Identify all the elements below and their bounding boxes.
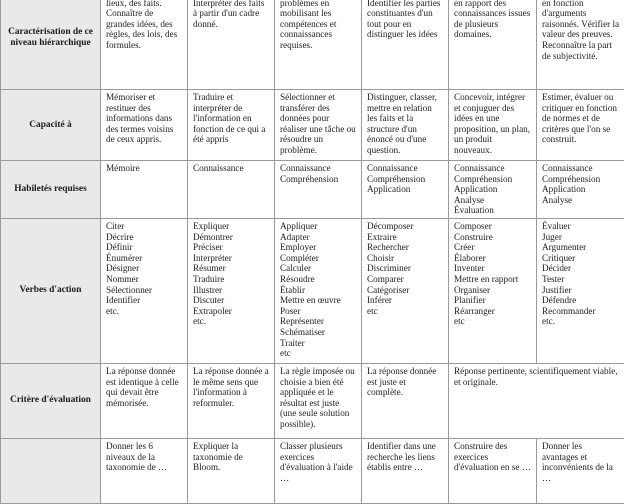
table-cell: problèmes en mobilisant les compétences et connaissances requises. (275, 0, 362, 90)
row-header: Habiletés requises (1, 161, 101, 219)
list-item: Défendre (542, 295, 620, 306)
list-item: Application (542, 184, 620, 195)
list-item: Traiter (280, 338, 357, 349)
list-item: etc (454, 316, 532, 327)
row-header: Caractérisation de ce niveau hiérarchique (1, 0, 101, 90)
list-item: Connaissance (367, 163, 444, 174)
list-item: Adapter (280, 232, 357, 243)
table-cell: Estimer, évaluer ou critiquer en fonction de normes et de critères que l'on se construit. (537, 90, 624, 161)
list-item: Critiquer (542, 253, 620, 264)
list-item: etc. (193, 316, 270, 327)
list-item: etc (367, 306, 444, 317)
table-cell (101, 161, 188, 219)
table-row (1, 161, 624, 219)
list-item: Établir (280, 285, 357, 296)
list-item: Analyse (454, 195, 532, 206)
list-item: Connaissance (542, 163, 620, 174)
table-cell (362, 218, 449, 363)
list-item: Sélectionner (106, 285, 183, 296)
row-header: Capacité à (1, 90, 101, 161)
table-cell: Réponse pertinente, scientifiquement viable, et originale. (449, 363, 624, 438)
table-cell: Identifier dans une recherche les liens établis entre … (362, 438, 449, 503)
row-header: Verbes d'action (1, 218, 101, 363)
list-item: Extrapoler (193, 306, 270, 317)
list-item: Rechercher (367, 242, 444, 253)
table-cell (188, 218, 275, 363)
list-item: Résumer (193, 263, 270, 274)
table-row (1, 438, 624, 503)
table-cell (101, 218, 188, 363)
list-item: Organiser (454, 285, 532, 296)
list-item: Inférer (367, 295, 444, 306)
list-item: etc. (542, 316, 620, 327)
table-cell (537, 218, 624, 363)
list-item: Discriminer (367, 263, 444, 274)
table-cell: Sélectionner et transférer des données pour réaliser une tâche ou résoudre un problème. (275, 90, 362, 161)
list-item: Composer (454, 221, 532, 232)
table-cell: La réponse donnée a le même sens que l'information à reformuler. (188, 363, 275, 438)
list-item: Application (367, 184, 444, 195)
table-cell: Construire des exercices d'évaluation en se … (449, 438, 537, 503)
table-row (1, 363, 624, 438)
row-header: Critère d'évaluation (1, 363, 101, 438)
table-cell (537, 161, 624, 219)
list-item: Identifier (106, 295, 183, 306)
list-item: Évaluation (454, 205, 532, 216)
list-item: Compléter (280, 253, 357, 264)
list-item: Définir (106, 242, 183, 253)
list-item: Discuter (193, 295, 270, 306)
list-item: Compréhension (367, 174, 444, 185)
list-item: Énumérer (106, 253, 183, 264)
list-item: Juger (542, 232, 620, 243)
list-item: Connaissance (454, 163, 532, 174)
list-item: Mettre en rapport (454, 274, 532, 285)
list-item: etc (280, 348, 357, 359)
list-item: Tester (542, 274, 620, 285)
list-item: Décider (542, 263, 620, 274)
table-cell (188, 161, 275, 219)
list-item: Poser (280, 306, 357, 317)
list-item: Recommander (542, 306, 620, 317)
list-item: Évaluer (542, 221, 620, 232)
list-item: Expliquer (193, 221, 270, 232)
list-item: Créer (454, 242, 532, 253)
list-item: Choisir (367, 253, 444, 264)
list-item: Représenter (280, 316, 357, 327)
table-cell (449, 218, 537, 363)
list-item: Schématiser (280, 327, 357, 338)
list-item: Compréhension (454, 174, 532, 185)
list-item: Résoudre (280, 274, 357, 285)
list-item: Réarranger (454, 306, 532, 317)
table-row (1, 218, 624, 363)
table-cell: La règle imposée ou choisie a bien été appliquée et le résultat est juste (une seule solution possible). (275, 363, 362, 438)
list-item: Désigner (106, 263, 183, 274)
table-row (1, 0, 624, 90)
list-item: Application (454, 184, 532, 195)
table-cell (275, 161, 362, 219)
list-item: Comparer (367, 274, 444, 285)
list-item: Connaissance (280, 163, 357, 174)
list-item: Argumenter (542, 242, 620, 253)
row-header (1, 438, 101, 503)
table-cell (362, 161, 449, 219)
list-item: Mémoire (106, 163, 183, 174)
table-cell: Classer plusieurs exercices d'évaluation à l'aide … (275, 438, 362, 503)
list-item: Catégoriser (367, 285, 444, 296)
table-cell: lieux, des faits. Connaître de grandes idées, des règles, des lois, des formules. (101, 0, 188, 90)
table-cell: Mémoriser et restituer des informations dans des termes voisins de ceux appris. (101, 90, 188, 161)
list-item: Connaissance (193, 163, 270, 174)
table-cell: Expliquer la taxonomie de Bloom. (188, 438, 275, 503)
table-cell (449, 161, 537, 219)
list-item: Décomposer (367, 221, 444, 232)
table-cell: Donner les 6 niveaux de la taxonomie de … (101, 438, 188, 503)
list-item: Planifier (454, 295, 532, 306)
list-item: Justifier (542, 285, 620, 296)
table-cell: en rapport des connaissances issues de plusieurs domaines. (449, 0, 537, 90)
list-item: Calculer (280, 263, 357, 274)
list-item: etc. (106, 306, 183, 317)
list-item: Inventer (454, 263, 532, 274)
list-item: Illustrer (193, 285, 270, 296)
list-item: Élaborer (454, 253, 532, 264)
table-cell: Distinguer, classer, mettre en relation les faits et la structure d'un énoncé ou d'une question. (362, 90, 449, 161)
table-cell (275, 218, 362, 363)
list-item: Extraire (367, 232, 444, 243)
list-item: Préciser (193, 242, 270, 253)
list-item: Compréhension (542, 174, 620, 185)
list-item: Interpréter (193, 253, 270, 264)
table-cell: Concevoir, intégrer et conjuguer des idées en une proposition, un plan, un produit nouveaux. (449, 90, 537, 161)
list-item: Analyse (542, 195, 620, 206)
list-item: Appliquer (280, 221, 357, 232)
table-cell: Traduire et interpréter de l'information en fonction de ce qui a été appris (188, 90, 275, 161)
list-item: Employer (280, 242, 357, 253)
list-item: Mettre en œuvre (280, 295, 357, 306)
table-cell: Identifier les parties constituantes d'un tout pour en distinguer les idées (362, 0, 449, 90)
table-cell: Donner les avantages et inconvénients de la … (537, 438, 624, 503)
table-cell: La réponse donnée est juste et complète. (362, 363, 449, 438)
table-cell: en fonction d'arguments raisonnés. Vérifier la valeur des preuves. Reconnaître la part de subjectivité. (537, 0, 624, 90)
list-item: Nommer (106, 274, 183, 285)
list-item: Construire (454, 232, 532, 243)
list-item: Citer (106, 221, 183, 232)
table-cell: La réponse donnée est identique à celle qui devait être mémorisée. (101, 363, 188, 438)
list-item: Démontrer (193, 232, 270, 243)
table-row (1, 90, 624, 161)
list-item: Compréhension (280, 174, 357, 185)
list-item: Décrire (106, 232, 183, 243)
list-item: Traduire (193, 274, 270, 285)
table-cell: Interpréter des faits à partir d'un cadre donné. (188, 0, 275, 90)
